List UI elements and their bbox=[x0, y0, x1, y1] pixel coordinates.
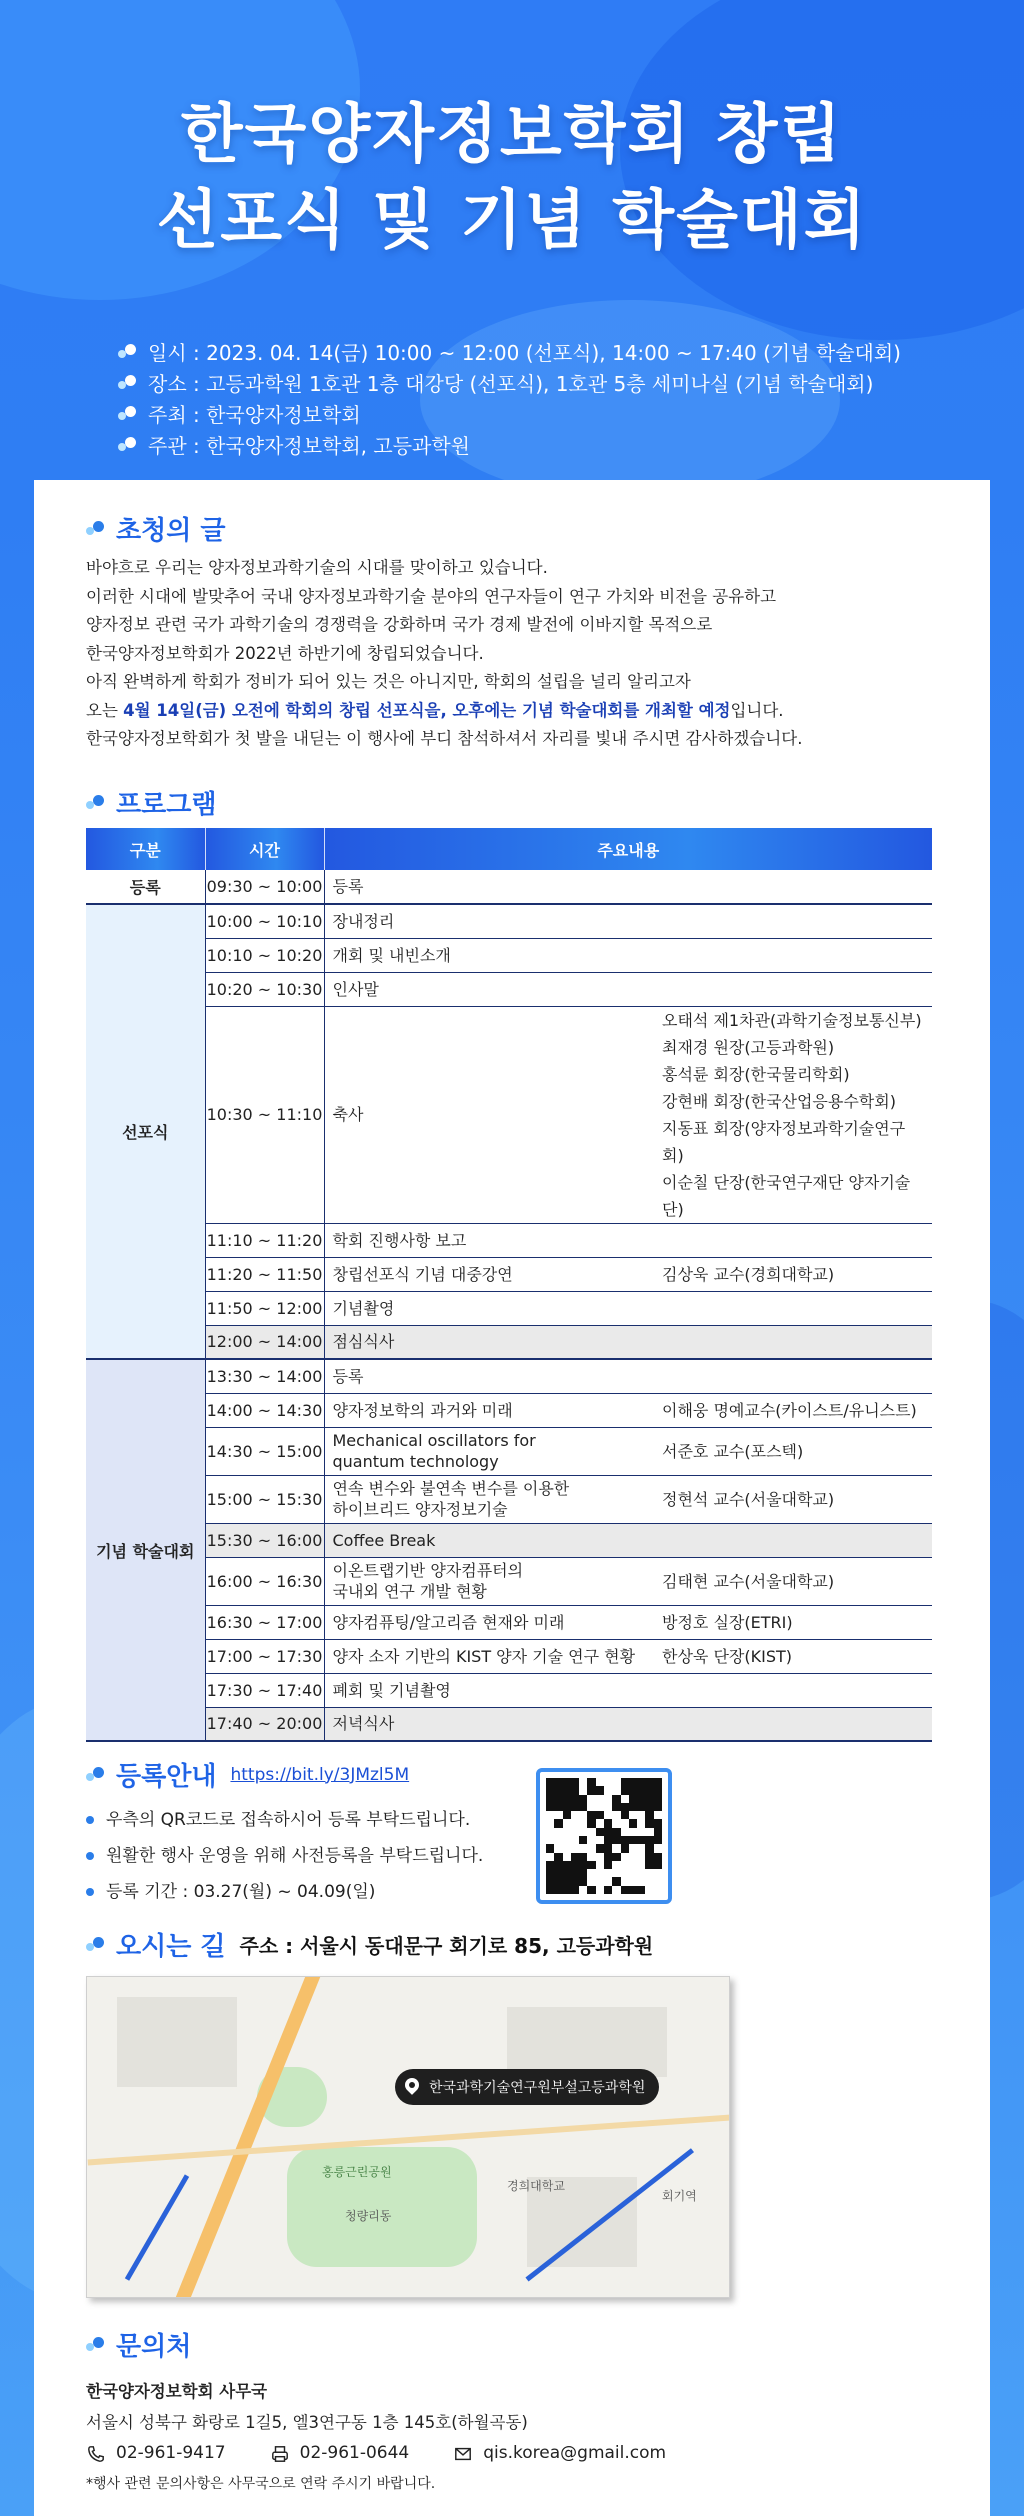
qr-module bbox=[563, 1786, 571, 1794]
qr-module bbox=[629, 1786, 637, 1794]
qr-module bbox=[637, 1795, 645, 1803]
qr-module bbox=[571, 1786, 579, 1794]
content-panel bbox=[34, 480, 990, 2516]
qr-module bbox=[645, 1786, 653, 1794]
qr-module bbox=[612, 1861, 620, 1869]
qr-module bbox=[629, 1803, 637, 1811]
qr-module bbox=[546, 1853, 554, 1861]
qr-module bbox=[637, 1828, 645, 1836]
qr-module bbox=[563, 1844, 571, 1852]
qr-module bbox=[571, 1803, 579, 1811]
list-item: 우측의 QR코드로 접속하시어 등록 부탁드립니다. bbox=[86, 1802, 483, 1838]
qr-module bbox=[637, 1786, 645, 1794]
qr-module bbox=[645, 1886, 653, 1894]
qr-module bbox=[621, 1869, 629, 1877]
qr-module bbox=[621, 1844, 629, 1852]
qr-module bbox=[554, 1886, 562, 1894]
qr-module bbox=[629, 1869, 637, 1877]
qr-module bbox=[546, 1869, 554, 1877]
list-item: 원활한 행사 운영을 위해 사전등록을 부탁드립니다. bbox=[86, 1838, 483, 1874]
phone-item[interactable]: 02-961-9417 bbox=[86, 2438, 226, 2469]
registration-link[interactable]: https://bit.ly/3JMzl5M bbox=[230, 1764, 410, 1785]
qr-module bbox=[612, 1836, 620, 1844]
qr-module bbox=[579, 1853, 587, 1861]
bullet-icon bbox=[118, 435, 140, 455]
list-item: 등록 기간 : 03.27(월) ~ 04.09(일) bbox=[86, 1874, 483, 1910]
qr-module bbox=[587, 1819, 595, 1827]
qr-module bbox=[621, 1877, 629, 1885]
qr-module bbox=[563, 1803, 571, 1811]
qr-module bbox=[571, 1877, 579, 1885]
qr-module bbox=[579, 1869, 587, 1877]
qr-module bbox=[604, 1869, 612, 1877]
qr-module bbox=[645, 1869, 653, 1877]
qr-module bbox=[645, 1836, 653, 1844]
qr-module bbox=[571, 1886, 579, 1894]
qr-module bbox=[604, 1877, 612, 1885]
info-date: 일시 : 2023. 04. 14(금) 10:00 ~ 12:00 (선포식), 14:00 ~ 17:40 (기념 학술대회) bbox=[118, 336, 901, 367]
qr-module bbox=[654, 1836, 662, 1844]
qr-module bbox=[629, 1836, 637, 1844]
bullet-icon bbox=[86, 2335, 108, 2355]
qr-module bbox=[654, 1819, 662, 1827]
map-block bbox=[117, 1997, 237, 2087]
qr-module bbox=[629, 1819, 637, 1827]
qr-module bbox=[654, 1786, 662, 1794]
map-pin[interactable]: 한국과학기술연구원부설고등과학원 bbox=[395, 2069, 659, 2105]
qr-module bbox=[563, 1811, 571, 1819]
info-venue: 장소 : 고등과학원 1호관 1층 대강당 (선포식), 1호관 5층 세미나실 (기념 학술대회) bbox=[118, 367, 901, 398]
venue-address: 주소 : 서울시 동대문구 회기로 85, 고등과학원 bbox=[239, 1934, 654, 1958]
qr-module bbox=[637, 1844, 645, 1852]
qr-module bbox=[571, 1853, 579, 1861]
qr-module bbox=[596, 1778, 604, 1786]
bullet-icon bbox=[86, 1852, 94, 1860]
qr-module bbox=[571, 1861, 579, 1869]
qr-module bbox=[612, 1853, 620, 1861]
bullet-icon bbox=[86, 1816, 94, 1824]
qr-module bbox=[579, 1836, 587, 1844]
qr-module bbox=[554, 1877, 562, 1885]
table-row: 11:50 ~ 12:00 기념촬영 bbox=[86, 1291, 932, 1325]
qr-module bbox=[637, 1836, 645, 1844]
qr-module bbox=[563, 1828, 571, 1836]
qr-module bbox=[554, 1869, 562, 1877]
bullet-icon bbox=[118, 342, 140, 362]
qr-module bbox=[546, 1877, 554, 1885]
table-row: 10:20 ~ 10:30 인사말 bbox=[86, 972, 932, 1006]
table-row: 17:30 ~ 17:40 폐회 및 기념촬영 bbox=[86, 1673, 932, 1707]
qr-module bbox=[645, 1778, 653, 1786]
qr-module bbox=[654, 1803, 662, 1811]
table-row: 14:00 ~ 14:30 양자정보학의 과거와 미래 이해웅 명예교수(카이스트/유니스트) bbox=[86, 1393, 932, 1427]
qr-module bbox=[645, 1811, 653, 1819]
qr-module bbox=[596, 1811, 604, 1819]
qr-module bbox=[645, 1853, 653, 1861]
table-row: 16:30 ~ 17:00 양자컴퓨팅/알고리즘 현재와 미래 방정호 실장(ETRI) bbox=[86, 1605, 932, 1639]
qr-module bbox=[554, 1853, 562, 1861]
qr-module bbox=[637, 1819, 645, 1827]
qr-module bbox=[554, 1795, 562, 1803]
qr-module bbox=[654, 1877, 662, 1885]
table-row: 10:30 ~ 11:10 축사 오태석 제1차관(과학기술정보통신부) 최재경 원장(고등과학원) 홍석륜 회장(한국물리학회) 강현배 회장(한국산업응용수학회) 지동표 회장(양자정보과학기술연구회) 이순칠 단장(한국연구재단 양자기술단) bbox=[86, 1006, 932, 1223]
table-row: 11:20 ~ 11:50 창립선포식 기념 대중강연 김상욱 교수(경희대학교) bbox=[86, 1257, 932, 1291]
qr-module bbox=[637, 1869, 645, 1877]
table-row: 기념 학술대회 13:30 ~ 14:00 등록 bbox=[86, 1359, 932, 1393]
qr-module bbox=[637, 1886, 645, 1894]
bullet-icon bbox=[118, 404, 140, 424]
qr-module bbox=[604, 1778, 612, 1786]
qr-module bbox=[654, 1795, 662, 1803]
qr-module bbox=[596, 1836, 604, 1844]
qr-module bbox=[621, 1886, 629, 1894]
qr-module bbox=[587, 1803, 595, 1811]
qr-module bbox=[563, 1778, 571, 1786]
qr-module bbox=[604, 1786, 612, 1794]
qr-module bbox=[621, 1819, 629, 1827]
qr-module bbox=[579, 1877, 587, 1885]
bullet-icon bbox=[86, 1935, 108, 1955]
qr-module bbox=[579, 1861, 587, 1869]
table-row: 15:00 ~ 15:30 연속 변수와 불연속 변수를 이용한 하이브리드 양자정보기술 정현석 교수(서울대학교) bbox=[86, 1475, 932, 1523]
qr-module bbox=[637, 1853, 645, 1861]
qr-module bbox=[587, 1886, 595, 1894]
qr-module bbox=[629, 1861, 637, 1869]
fax-icon bbox=[270, 2445, 290, 2463]
qr-module bbox=[571, 1844, 579, 1852]
section-title-contact: 문의처 bbox=[86, 2326, 191, 2363]
qr-module bbox=[612, 1886, 620, 1894]
qr-module bbox=[563, 1836, 571, 1844]
table-row: 10:10 ~ 10:20 개회 및 내빈소개 bbox=[86, 938, 932, 972]
qr-module bbox=[587, 1853, 595, 1861]
qr-module bbox=[596, 1877, 604, 1885]
qr-module bbox=[604, 1886, 612, 1894]
table-row: 11:10 ~ 11:20 학회 진행사항 보고 bbox=[86, 1223, 932, 1257]
section-title-program: 프로그램 bbox=[86, 784, 216, 821]
info-organizer: 주관 : 한국양자정보학회, 고등과학원 bbox=[118, 429, 901, 460]
qr-module bbox=[645, 1877, 653, 1885]
qr-module bbox=[587, 1877, 595, 1885]
qr-module bbox=[621, 1786, 629, 1794]
table-row: 17:00 ~ 17:30 양자 소자 기반의 KIST 양자 기술 연구 현황 한상욱 단장(KIST) bbox=[86, 1639, 932, 1673]
qr-module bbox=[629, 1886, 637, 1894]
qr-module bbox=[596, 1786, 604, 1794]
qr-module bbox=[621, 1803, 629, 1811]
qr-module bbox=[612, 1803, 620, 1811]
qr-module bbox=[579, 1819, 587, 1827]
qr-module bbox=[612, 1877, 620, 1885]
qr-module bbox=[612, 1778, 620, 1786]
qr-module bbox=[571, 1819, 579, 1827]
title-line-1: 한국양자정보학회 창립 bbox=[180, 98, 844, 172]
qr-module bbox=[604, 1836, 612, 1844]
qr-module bbox=[563, 1819, 571, 1827]
qr-module bbox=[596, 1886, 604, 1894]
qr-code-icon[interactable] bbox=[536, 1768, 672, 1904]
qr-module bbox=[637, 1803, 645, 1811]
qr-module bbox=[645, 1819, 653, 1827]
table-header: 구분 시간 주요내용 bbox=[86, 828, 932, 870]
qr-module bbox=[546, 1819, 554, 1827]
qr-module bbox=[554, 1844, 562, 1852]
phone-icon bbox=[86, 2445, 106, 2463]
qr-module bbox=[621, 1853, 629, 1861]
qr-module bbox=[621, 1811, 629, 1819]
qr-module bbox=[571, 1811, 579, 1819]
section-title-invitation: 초청의 글 bbox=[86, 510, 226, 547]
qr-module bbox=[612, 1811, 620, 1819]
qr-module bbox=[645, 1795, 653, 1803]
qr-module bbox=[554, 1836, 562, 1844]
qr-module bbox=[645, 1828, 653, 1836]
qr-module bbox=[629, 1828, 637, 1836]
table-row: 17:40 ~ 20:00 저녁식사 bbox=[86, 1707, 932, 1741]
qr-module bbox=[554, 1803, 562, 1811]
qr-module bbox=[596, 1844, 604, 1852]
qr-module bbox=[612, 1795, 620, 1803]
qr-module bbox=[546, 1795, 554, 1803]
qr-module bbox=[612, 1869, 620, 1877]
bullet-icon bbox=[118, 373, 140, 393]
qr-module bbox=[637, 1811, 645, 1819]
qr-module bbox=[654, 1853, 662, 1861]
qr-module bbox=[563, 1877, 571, 1885]
title-line-2: 선포식 및 기념 학술대회 bbox=[156, 184, 868, 258]
bullet-icon bbox=[86, 1765, 108, 1785]
qr-code-pattern bbox=[546, 1778, 662, 1894]
qr-module bbox=[604, 1795, 612, 1803]
invitation-text: 바야흐로 우리는 양자정보과학기술의 시대를 맞이하고 있습니다. 이러한 시대에 발맞추어 국내 양자정보과학기술 분야의 연구자들이 연구 가치와 비전을 공유하고 양자정보 관련 국가 과학기술의 경쟁력을 강화하며 국가 경제 발전에 이바지할 목적으로 한국양자정보학회가 2022년 하반기에 창립되었습니다. 아직 완벽하게 학회가 정비가 되어 있는 것은 아니지만, 학회의 설립을 널리 알리고자 오는 4월 14일(금) 오전에 학회의 창립 선포식을, 오후에는 기념 학술대회를 개최할 예정입니다. 한국양자정보학회가 첫 발을 내딛는 이 행사에 부디 참석하셔서 자리를 빛내 주시면 감사하겠습니다. bbox=[86, 558, 803, 748]
qr-module bbox=[554, 1819, 562, 1827]
qr-module bbox=[546, 1811, 554, 1819]
qr-module bbox=[554, 1828, 562, 1836]
qr-module bbox=[579, 1886, 587, 1894]
qr-module bbox=[654, 1828, 662, 1836]
qr-module bbox=[596, 1869, 604, 1877]
qr-module bbox=[604, 1828, 612, 1836]
qr-module bbox=[563, 1886, 571, 1894]
map-label: 경희대학교 bbox=[507, 2179, 565, 2193]
qr-module bbox=[645, 1861, 653, 1869]
qr-module bbox=[654, 1886, 662, 1894]
qr-module bbox=[621, 1795, 629, 1803]
qr-module bbox=[604, 1861, 612, 1869]
qr-module bbox=[563, 1795, 571, 1803]
qr-module bbox=[654, 1811, 662, 1819]
qr-module bbox=[621, 1778, 629, 1786]
qr-module bbox=[579, 1828, 587, 1836]
qr-module bbox=[563, 1869, 571, 1877]
qr-module bbox=[629, 1844, 637, 1852]
highlight-text: 4월 14일(금) 오전에 학회의 창립 선포식을, 오후에는 기념 학술대회를 개최할 예정 bbox=[123, 700, 731, 720]
qr-module bbox=[637, 1877, 645, 1885]
email-item[interactable]: qis.korea@gmail.com bbox=[453, 2438, 666, 2469]
map-label: 홍릉근린공원 bbox=[322, 2165, 392, 2179]
qr-module bbox=[637, 1861, 645, 1869]
qr-module bbox=[546, 1786, 554, 1794]
qr-module bbox=[554, 1778, 562, 1786]
qr-module bbox=[604, 1803, 612, 1811]
map-label: 청량리동 bbox=[345, 2209, 392, 2223]
qr-module bbox=[579, 1844, 587, 1852]
qr-module bbox=[587, 1861, 595, 1869]
qr-module bbox=[587, 1778, 595, 1786]
qr-module bbox=[587, 1828, 595, 1836]
qr-module bbox=[645, 1844, 653, 1852]
bullet-icon bbox=[86, 793, 108, 813]
qr-module bbox=[612, 1819, 620, 1827]
qr-module bbox=[579, 1803, 587, 1811]
qr-module bbox=[596, 1828, 604, 1836]
qr-module bbox=[629, 1877, 637, 1885]
qr-module bbox=[596, 1853, 604, 1861]
qr-module bbox=[654, 1844, 662, 1852]
qr-module bbox=[621, 1861, 629, 1869]
qr-module bbox=[546, 1778, 554, 1786]
qr-module bbox=[612, 1828, 620, 1836]
qr-module bbox=[596, 1803, 604, 1811]
bullet-icon bbox=[86, 1888, 94, 1896]
qr-module bbox=[596, 1819, 604, 1827]
qr-module bbox=[645, 1803, 653, 1811]
qr-module bbox=[654, 1861, 662, 1869]
qr-module bbox=[604, 1811, 612, 1819]
qr-module bbox=[587, 1844, 595, 1852]
qr-module bbox=[587, 1836, 595, 1844]
table-row: 16:00 ~ 16:30 이온트랩기반 양자컴퓨터의 국내외 연구 개발 현황 김태현 교수(서울대학교) bbox=[86, 1557, 932, 1605]
table-row: 14:30 ~ 15:00 Mechanical oscillators for quantum technology 서준호 교수(포스텍) bbox=[86, 1427, 932, 1475]
qr-module bbox=[587, 1786, 595, 1794]
qr-module bbox=[546, 1886, 554, 1894]
map-label: 회기역 bbox=[662, 2189, 697, 2203]
qr-module bbox=[621, 1828, 629, 1836]
qr-module bbox=[629, 1853, 637, 1861]
qr-module bbox=[587, 1811, 595, 1819]
qr-module bbox=[571, 1869, 579, 1877]
qr-module bbox=[571, 1778, 579, 1786]
qr-module bbox=[579, 1811, 587, 1819]
qr-module bbox=[587, 1869, 595, 1877]
table-row: 15:30 ~ 16:00 Coffee Break bbox=[86, 1523, 932, 1557]
qr-module bbox=[571, 1836, 579, 1844]
qr-module bbox=[571, 1795, 579, 1803]
table-row: 12:00 ~ 14:00 점심식사 bbox=[86, 1325, 932, 1359]
program-table bbox=[86, 828, 932, 1742]
map-pin-icon bbox=[405, 2078, 419, 2096]
table-row: 등록 09:30 ~ 10:00 등록 bbox=[86, 870, 932, 904]
contact-info: 한국양자정보학회 사무국 서울시 성북구 화랑로 1길5, 엘3연구동 1층 145호(하월곡동) 02-961-9417 02-961-0644 qis.korea@gmail.com *행사 관련 문의사항은 사무국으로 연락 주시기 바랍니다. bbox=[86, 2382, 667, 2492]
metro-line bbox=[125, 2174, 189, 2280]
qr-module bbox=[596, 1861, 604, 1869]
qr-module bbox=[546, 1844, 554, 1852]
qr-module bbox=[604, 1844, 612, 1852]
qr-module bbox=[579, 1778, 587, 1786]
section-title-registration: 등록안내 https://bit.ly/3JMzl5M bbox=[86, 1756, 409, 1793]
table-row: 선포식 10:00 ~ 10:10 장내정리 bbox=[86, 904, 932, 938]
qr-module bbox=[629, 1811, 637, 1819]
registration-list bbox=[86, 1802, 483, 1910]
qr-module bbox=[604, 1853, 612, 1861]
qr-module bbox=[563, 1853, 571, 1861]
qr-module bbox=[654, 1869, 662, 1877]
qr-module bbox=[612, 1844, 620, 1852]
qr-module bbox=[587, 1795, 595, 1803]
qr-module bbox=[546, 1861, 554, 1869]
qr-module bbox=[612, 1786, 620, 1794]
qr-module bbox=[654, 1778, 662, 1786]
location-map[interactable] bbox=[86, 1976, 730, 2298]
qr-module bbox=[604, 1819, 612, 1827]
poster-title bbox=[0, 92, 1024, 264]
qr-module bbox=[579, 1795, 587, 1803]
qr-module bbox=[563, 1861, 571, 1869]
email-icon bbox=[453, 2445, 473, 2463]
qr-module bbox=[637, 1778, 645, 1786]
qr-module bbox=[571, 1828, 579, 1836]
speaker-list: 오태석 제1차관(과학기술정보통신부) 최재경 원장(고등과학원) 홍석륜 회장(한국물리학회) 강현배 회장(한국산업응용수학회) 지동표 회장(양자정보과학기술연구회) 이순칠 단장(한국연구재단 양자기술단) bbox=[662, 1006, 932, 1223]
info-host: 주최 : 한국양자정보학회 bbox=[118, 398, 901, 429]
map-block bbox=[507, 2007, 667, 2077]
bullet-icon bbox=[86, 519, 108, 539]
qr-module bbox=[546, 1803, 554, 1811]
event-info bbox=[118, 336, 901, 460]
qr-module bbox=[554, 1811, 562, 1819]
qr-module bbox=[554, 1786, 562, 1794]
fax-item[interactable]: 02-961-0644 bbox=[270, 2438, 410, 2469]
qr-module bbox=[554, 1861, 562, 1869]
qr-module bbox=[621, 1836, 629, 1844]
qr-module bbox=[579, 1786, 587, 1794]
qr-module bbox=[596, 1795, 604, 1803]
qr-module bbox=[546, 1828, 554, 1836]
qr-module bbox=[546, 1836, 554, 1844]
qr-module bbox=[629, 1795, 637, 1803]
section-title-directions: 오시는 길 주소 : 서울시 동대문구 회기로 85, 고등과학원 bbox=[86, 1926, 653, 1963]
qr-module bbox=[629, 1778, 637, 1786]
